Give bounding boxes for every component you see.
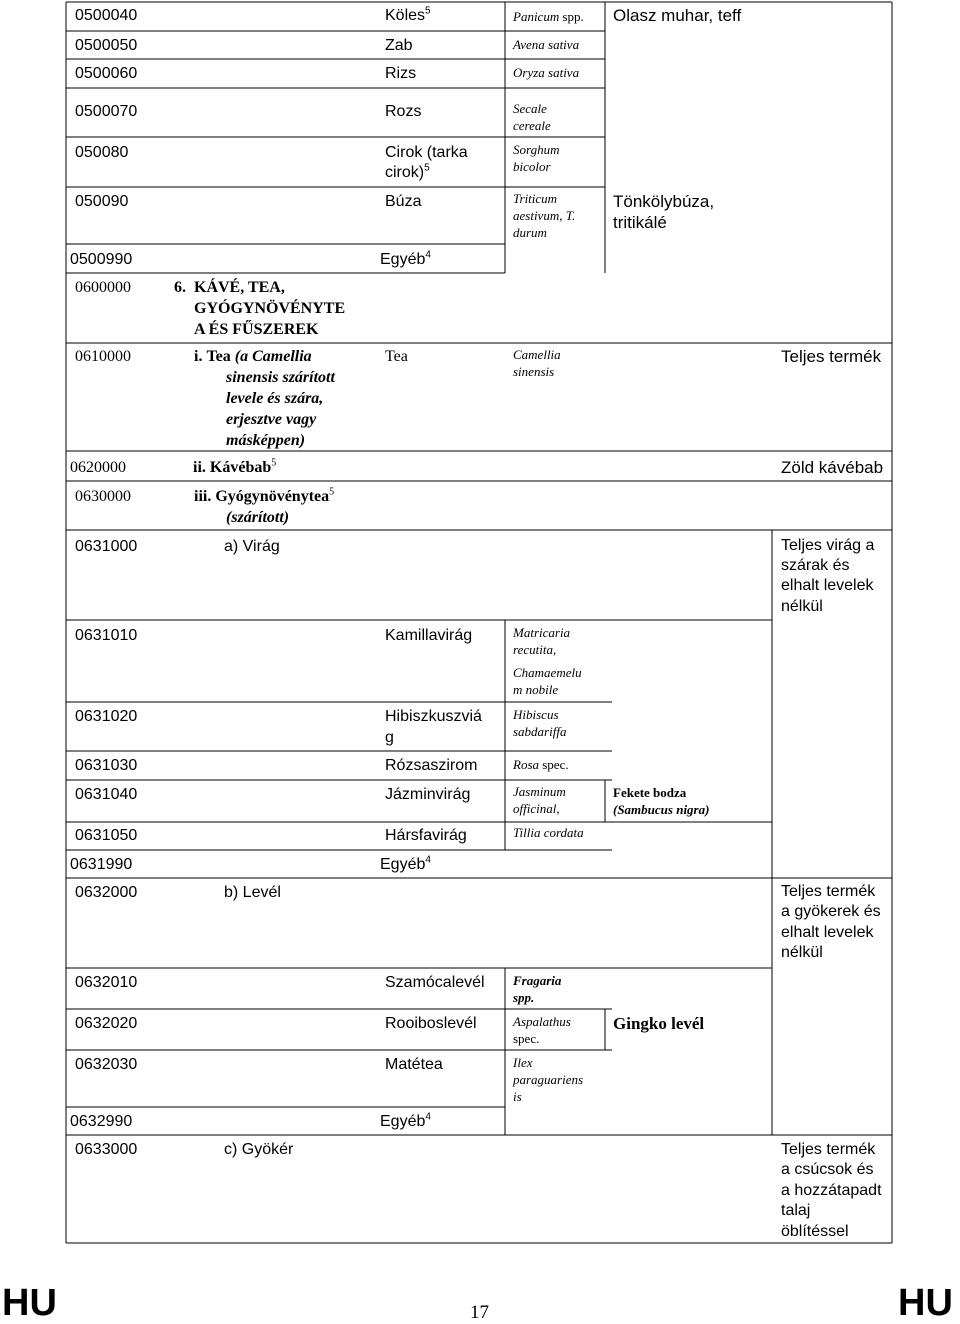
crop-name: Matétea [385, 1056, 443, 1073]
crop-name-text: Egyéb [380, 856, 426, 873]
row-note-line: Teljes termék [781, 883, 876, 900]
row-code: 0632010 [75, 974, 138, 991]
row-code: 0631990 [70, 856, 133, 873]
latin-name [513, 8, 584, 25]
row-note: Zöld kávébab [781, 458, 884, 477]
group-label: a) Virág [224, 538, 280, 555]
latin-name-line: is [513, 1089, 522, 1104]
latin-genus: Panicum [513, 9, 560, 24]
latin-name-line: durum [513, 225, 547, 240]
category-title-line: KÁVÉ, TEA, [194, 279, 285, 296]
footnote-ref: 4 [425, 249, 431, 261]
row-note-line: nélkül [781, 944, 823, 961]
row-code: 0500060 [75, 65, 138, 82]
latin-name-line: bicolor [513, 159, 551, 174]
group-label: b) Levél [224, 884, 281, 901]
crop-name: Rooiboslevél [385, 1015, 477, 1032]
footnote-ref: 4 [425, 1111, 431, 1123]
subcategory-head: Kávébab [209, 459, 272, 476]
row-note-line: (Sambucus nigra) [613, 802, 710, 817]
row-code: 0500070 [75, 103, 138, 120]
footnote-ref: 4 [425, 854, 431, 866]
row-note: Teljes termék [781, 347, 882, 366]
subcategory-number: ii. [193, 459, 206, 476]
latin-name-line: sinensis [513, 364, 555, 379]
crop-name-line [385, 163, 430, 183]
footnote-ref: 5 [329, 486, 335, 498]
row-note-line: Teljes virág a [781, 537, 875, 554]
category-title-line: GYÓGYNÖVÉNYTE [194, 300, 346, 317]
row-note-line: talaj [781, 1202, 811, 1219]
row-note-line: Fekete bodza [613, 785, 687, 800]
row-code: 050090 [75, 193, 129, 210]
latin-name-line: sabdariffa [513, 724, 567, 739]
latin-spp: spec. [542, 757, 569, 772]
row-code: 0631020 [75, 708, 138, 725]
crop-name-text: Köles [385, 7, 426, 24]
row-code: 0500040 [75, 7, 138, 24]
subcategory-number: iii. [194, 488, 212, 505]
crop-name [385, 6, 431, 26]
row-note-line: a hozzátapadt [781, 1182, 882, 1199]
crop-name: Rizs [385, 65, 417, 82]
latin-name-line: Chamaemelu [513, 665, 582, 680]
crop-name [380, 855, 431, 875]
latin-name-line: spp. [513, 990, 535, 1005]
footnote-ref: 5 [425, 5, 431, 17]
latin-name-line: Matricaria [513, 625, 571, 640]
latin-name-line: Aspalathus [513, 1014, 571, 1029]
latin-name-line: Sorghum [513, 142, 560, 157]
row-code: 0620000 [70, 459, 126, 476]
latin-name-line: Secale [513, 101, 547, 116]
latin-name-line: cereale [513, 118, 551, 133]
row-note-line: Tönkölybúza, [613, 192, 715, 211]
row-code: 0631030 [75, 757, 138, 774]
subcategory-line: másképpen) [226, 432, 306, 449]
latin-name-line: recutita, [513, 642, 557, 657]
row-code: 0630000 [75, 488, 131, 505]
latin-name: Avena sativa [513, 37, 580, 52]
latin-genus: Rosa [513, 757, 539, 772]
row-code: 0600000 [75, 279, 131, 296]
latin-name: Oryza sativa [513, 65, 580, 80]
row-note-line: nélkül [781, 598, 823, 615]
latin-name-line: m nobile [513, 682, 559, 697]
row-code: 0631050 [75, 827, 138, 844]
row-note-line: Teljes termék [781, 1141, 876, 1158]
subcategory-line: erjesztve vagy [226, 411, 317, 428]
row-note-line: elhalt levelek [781, 924, 874, 941]
page-number: 17 [470, 1302, 489, 1323]
latin-name [513, 756, 569, 773]
row-code: 0631040 [75, 786, 138, 803]
row-code: 0632020 [75, 1015, 138, 1032]
subcategory-title [194, 347, 312, 367]
subcategory-head: Tea [206, 348, 231, 365]
subcategory-line: levele és szára, [226, 390, 324, 407]
crop-name-line: g [385, 729, 394, 746]
footnote-ref: 5 [271, 457, 277, 469]
crop-name: Hársfavirág [385, 827, 467, 844]
crop-name: Zab [385, 37, 413, 54]
row-note-line: szárak és [781, 557, 850, 574]
latin-name-line: Hibiscus [513, 707, 559, 722]
row-code: 0500990 [70, 251, 133, 268]
latin-name-line: aestivum, T. [513, 208, 576, 223]
latin-name-line: paraguariens [513, 1072, 584, 1087]
category-title-line: A ÉS FŰSZEREK [194, 321, 319, 338]
subcategory-paren: (a Camellia [234, 348, 312, 365]
latin-name-line: spec. [513, 1031, 540, 1046]
crop-name: Búza [385, 193, 422, 210]
subcategory-head: Gyógynövénytea [215, 488, 330, 505]
crop-name-text: Egyéb [380, 251, 426, 268]
row-note-line: a gyökerek és [781, 903, 881, 920]
latin-name-line: Fragaria [513, 973, 562, 988]
row-code: 0631000 [75, 538, 138, 555]
footer-lang-right: HU [898, 1282, 953, 1324]
row-code: 0610000 [75, 348, 131, 365]
latin-spp: spp. [562, 9, 584, 24]
row-code: 0632000 [75, 884, 138, 901]
latin-name-line: Jasminum [513, 784, 566, 799]
latin-name-line: Triticum [513, 191, 558, 206]
row-code: 0631010 [75, 627, 138, 644]
category-number: 6. [174, 279, 186, 296]
row-note-line: a csúcsok és [781, 1161, 874, 1178]
crop-name: Jázminvirág [385, 786, 471, 803]
crop-name: Tea [385, 348, 408, 365]
latin-name-line: Ilex [513, 1055, 533, 1070]
latin-name-line: Camellia [513, 347, 561, 362]
crop-name: Kamillavirág [385, 627, 473, 644]
subcategory-line: (szárított) [226, 509, 290, 526]
latin-name-line: officinal, [513, 801, 560, 816]
crop-name-line: Cirok (tarka [385, 144, 468, 161]
row-note-line: öblítéssel [781, 1223, 849, 1240]
footer-lang-left: HU [2, 1282, 57, 1324]
row-code: 0500050 [75, 37, 138, 54]
row-code: 050080 [75, 144, 129, 161]
group-label: c) Gyökér [224, 1141, 294, 1158]
crop-name [380, 250, 431, 270]
row-note: Gingko levél [613, 1014, 705, 1033]
row-note-line: tritikálé [613, 213, 667, 232]
crop-name: Rozs [385, 103, 422, 120]
row-note: Olasz muhar, teff [613, 6, 742, 25]
subcategory-title [194, 487, 334, 507]
latin-name: Tillia cordata [513, 825, 584, 840]
subcategory-number: i. [194, 348, 203, 365]
crop-name [380, 1112, 431, 1132]
subcategory-line: sinensis szárított [226, 369, 335, 386]
crop-name: Szamócalevél [385, 974, 485, 991]
crop-name-text: cirok) [385, 164, 425, 181]
row-note-line: elhalt levelek [781, 577, 874, 594]
crop-name-text: Egyéb [380, 1113, 426, 1130]
crop-name: Rózsaszirom [385, 757, 478, 774]
footnote-ref: 5 [424, 162, 430, 174]
crop-name-line: Hibiszkuszviá [385, 708, 482, 725]
row-code: 0633000 [75, 1141, 138, 1158]
row-code: 0632030 [75, 1056, 138, 1073]
row-code: 0632990 [70, 1113, 133, 1130]
subcategory-title [193, 458, 276, 478]
